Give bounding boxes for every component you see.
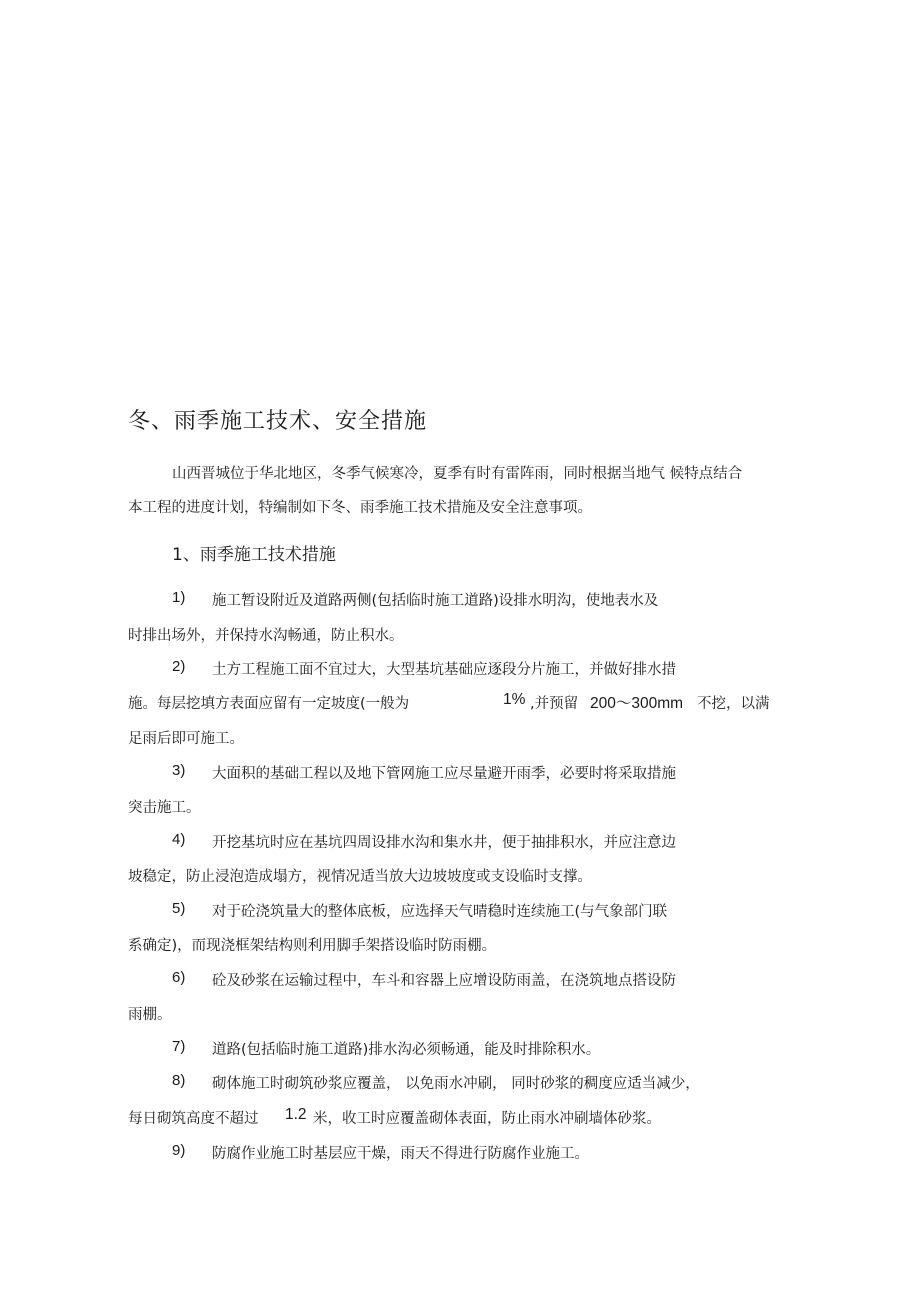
item-2-range: 200～300mm xyxy=(590,695,684,712)
item-number: 6) xyxy=(172,969,186,986)
intro-line-1: 山西晋城位于华北地区，冬季气候寒冷，夏季有时有雷阵雨，同时根据当地气 候特点结合 xyxy=(172,466,743,482)
item-4-line-1: 开挖基坑时应在基坑四周设排水沟和集水井，便于抽排积水，并应注意边 xyxy=(212,835,676,851)
section-heading: 1、雨季施工技术措施 xyxy=(172,545,336,565)
item-8-line-2c: 米，收工时应覆盖砌体表面，防止雨水冲刷墙体砂浆。 xyxy=(313,1111,661,1127)
item-2-line-2a: 施。每层挖填方表面应留有一定坡度(一般为 xyxy=(128,696,410,712)
item-number: 5) xyxy=(172,900,186,917)
item-5-line-2: 系确定)，而现浇框架结构则利用脚手架搭设临时防雨棚。 xyxy=(128,938,497,954)
item-8-line-1: 砌体施工时砌筑砂浆应覆盖， 以免雨水冲刷， 同时砂浆的稠度应适当减少， xyxy=(212,1076,700,1092)
item-4-line-2: 坡稳定，防止浸泡造成塌方，视情况适当放大边坡坡度或支设临时支撑。 xyxy=(128,869,592,885)
item-2-line-1: 土方工程施工面不宜过大，大型基坑基础应逐段分片施工，并做好排水措 xyxy=(212,662,676,678)
item-6-line-1: 砼及砂浆在运输过程中，车斗和容器上应增设防雨盖，在浇筑地点搭设防 xyxy=(212,973,676,989)
item-number: 3) xyxy=(172,762,186,779)
item-1-line-1: 施工暂设附近及道路两侧(包括临时施工道路)设排水明沟，使地表水及 xyxy=(212,593,659,609)
item-2-line-2e: 不挖，以满 xyxy=(697,696,770,712)
item-8-height: 1.2 xyxy=(285,1106,307,1123)
item-number: 1) xyxy=(172,589,186,606)
item-3-line-1: 大面积的基础工程以及地下管网施工应尽量避开雨季，必要时将采取措施 xyxy=(212,766,676,782)
item-8-line-2a: 每日砌筑高度不超过 xyxy=(128,1111,259,1127)
item-5-line-1: 对于砼浇筑量大的整体底板，应选择天气晴稳时连续施工(与气象部门联 xyxy=(212,904,668,920)
item-number: 2) xyxy=(172,658,186,675)
item-number: 9) xyxy=(172,1142,186,1159)
item-2-line-3: 足雨后即可施工。 xyxy=(128,731,244,747)
item-7-line-1: 道路(包括临时施工道路)排水沟必须畅通，能及时排除积水。 xyxy=(212,1042,601,1058)
item-6-line-2: 雨棚。 xyxy=(128,1007,172,1023)
item-3-line-2: 突击施工。 xyxy=(128,800,201,816)
item-2-line-2c: ,并预留 xyxy=(530,696,579,712)
item-number: 8) xyxy=(172,1072,186,1089)
item-9-line-1: 防腐作业施工时基层应干燥，雨天不得进行防腐作业施工。 xyxy=(212,1146,589,1162)
item-2-percent: 1% xyxy=(503,691,526,708)
item-number: 7) xyxy=(172,1038,186,1055)
item-1-line-2: 时排出场外，并保持水沟畅通，防止积水。 xyxy=(128,628,404,644)
document-title: 冬、雨季施工技术、安全措施 xyxy=(128,409,428,434)
intro-line-2: 本工程的进度计划，特编制如下冬、雨季施工技术措施及安全注意事项。 xyxy=(128,500,592,516)
item-number: 4) xyxy=(172,831,186,848)
